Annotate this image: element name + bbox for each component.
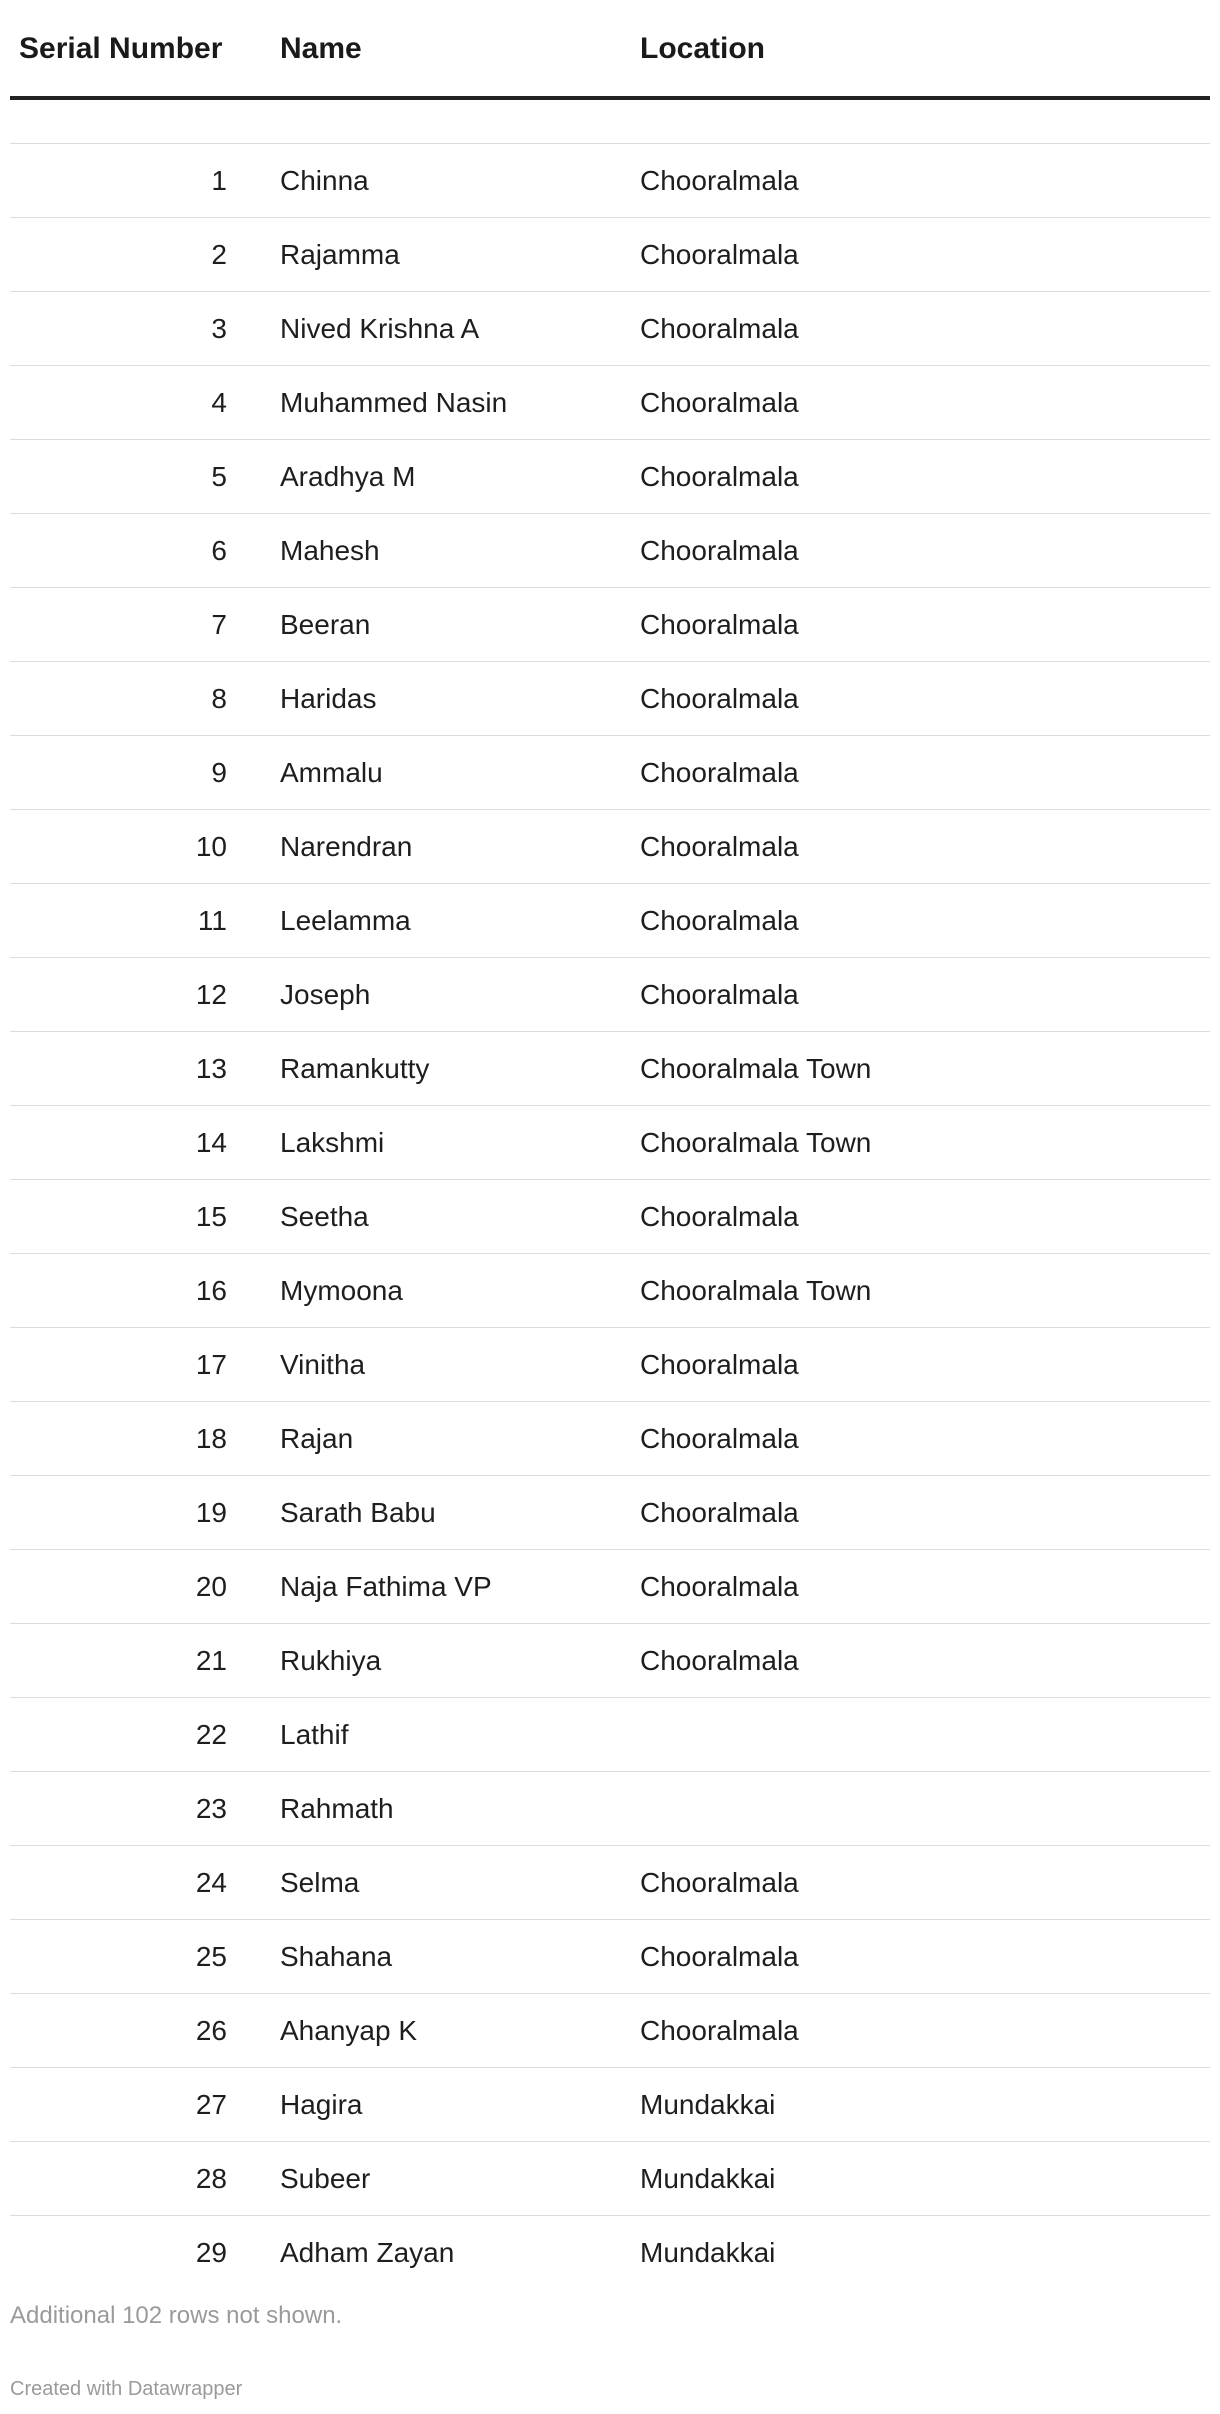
serial-number-cell: 20 [10,1550,236,1624]
location-cell: Chooralmala [590,1402,1210,1476]
name-cell: Beeran [236,588,590,662]
name-cell: Rajan [236,1402,590,1476]
location-cell [590,1772,1210,1846]
location-cell: Chooralmala [590,514,1210,588]
location-cell: Chooralmala [590,1846,1210,1920]
data-table [10,0,1210,2290]
table-row [10,1254,1210,1328]
serial-number-cell: 8 [10,662,236,736]
table-row [10,1476,1210,1550]
location-cell: Chooralmala [590,1180,1210,1254]
table-row [10,1994,1210,2068]
location-cell: Chooralmala [590,588,1210,662]
name-cell: Selma [236,1846,590,1920]
column-header-location[interactable]: Location [590,0,1210,98]
serial-number-cell: 4 [10,366,236,440]
name-cell: Lakshmi [236,1106,590,1180]
table-row [10,292,1210,366]
name-cell: Sarath Babu [236,1476,590,1550]
name-cell: Leelamma [236,884,590,958]
location-cell: Mundakkai [590,2068,1210,2142]
name-cell: Mahesh [236,514,590,588]
serial-number-cell: 5 [10,440,236,514]
serial-number-cell: 29 [195,2236,227,2268]
serial-number-cell: 3 [10,292,236,366]
serial-number-cell: 23 [10,1772,236,1846]
name-cell: Ramankutty [236,1032,590,1106]
name-cell: Naja Fathima VP [236,1550,590,1624]
name-cell: Rahmath [236,1772,590,1846]
location-cell: Chooralmala [590,1550,1210,1624]
location-cell: Chooralmala [590,1476,1210,1550]
header-spacer-cell [10,98,1210,144]
serial-number-cell: 25 [10,1920,236,1994]
location-cell: Chooralmala [590,810,1210,884]
location-cell: Chooralmala [590,884,1210,958]
table-row [10,1402,1210,1476]
location-cell: Chooralmala [590,144,1210,218]
serial-number-cell: 18 [10,1402,236,1476]
serial-number-cell: 19 [10,1476,236,1550]
location-cell: Chooralmala Town [590,1254,1210,1328]
location-cell: Chooralmala [590,1994,1210,2068]
serial-number-cell: 27 [10,2068,236,2142]
table-row [10,884,1210,958]
serial-number-cell: 24 [10,1846,236,1920]
serial-number-cell: 1 [10,144,236,218]
serial-number-cell: 7 [10,588,236,662]
table-row [10,1920,1210,1994]
serial-number-cell: 16 [10,1254,236,1328]
location-cell: Chooralmala [590,1328,1210,1402]
name-cell: Haridas [236,662,590,736]
header-spacer-row [10,98,1210,144]
column-header-name[interactable]: Name [236,0,590,98]
table-row [10,1328,1210,1402]
data-table-container [10,0,1210,2290]
serial-number-cell: 15 [10,1180,236,1254]
location-cell: Chooralmala [590,958,1210,1032]
name-cell: Adham Zayan [280,2236,455,2268]
table-row [10,1772,1210,1846]
table-row [10,1846,1210,1920]
location-cell: Chooralmala [590,366,1210,440]
table-row [10,810,1210,884]
name-cell: Narendran [236,810,590,884]
table-body [10,98,1210,2290]
serial-number-cell: 17 [10,1328,236,1402]
location-cell: Mundakkai [640,2236,776,2268]
location-cell: Chooralmala Town [590,1032,1210,1106]
table-row [10,1032,1210,1106]
table-row [10,588,1210,662]
name-cell: Joseph [236,958,590,1032]
table-row [10,1698,1210,1772]
name-cell: Rajamma [236,218,590,292]
table-row [10,2216,1210,2290]
location-cell: Chooralmala Town [590,1106,1210,1180]
serial-number-cell: 12 [10,958,236,1032]
serial-number-cell: 14 [10,1106,236,1180]
table-row [10,2068,1210,2142]
location-cell: Chooralmala [590,736,1210,810]
name-cell: Mymoona [236,1254,590,1328]
name-cell: Subeer [236,2142,590,2216]
table-row [10,958,1210,1032]
location-cell [590,1698,1210,1772]
location-cell: Chooralmala [590,440,1210,514]
datawrapper-credit: Created with Datawrapper [10,2378,243,2400]
serial-number-cell: 28 [10,2142,236,2216]
table-row [10,514,1210,588]
table-row [10,662,1210,736]
name-cell: Aradhya M [236,440,590,514]
name-cell: Vinitha [236,1328,590,1402]
table-notes: Additional 102 rows not shown. [10,2302,343,2329]
location-cell: Chooralmala [590,292,1210,366]
serial-number-cell: 26 [10,1994,236,2068]
serial-number-cell: 6 [10,514,236,588]
serial-number-cell: 10 [10,810,236,884]
name-cell: Nived Krishna A [236,292,590,366]
name-cell: Hagira [236,2068,590,2142]
table-row [10,1106,1210,1180]
location-cell: Chooralmala [590,1920,1210,1994]
table-row [10,366,1210,440]
name-cell: Seetha [236,1180,590,1254]
location-cell: Chooralmala [590,1624,1210,1698]
serial-number-cell: 2 [10,218,236,292]
name-cell: Ahanyap K [236,1994,590,2068]
serial-number-cell: 13 [10,1032,236,1106]
table-row [10,1624,1210,1698]
serial-number-cell: 21 [10,1624,236,1698]
serial-number-cell: 22 [10,1698,236,1772]
name-cell: Muhammed Nasin [236,366,590,440]
serial-number-cell: 9 [10,736,236,810]
table-row [10,440,1210,514]
table-row [10,144,1210,218]
location-cell: Chooralmala [590,662,1210,736]
table-row [10,2142,1210,2216]
name-cell: Shahana [236,1920,590,1994]
serial-number-cell: 11 [10,884,236,958]
name-cell: Lathif [236,1698,590,1772]
name-cell: Ammalu [236,736,590,810]
table-row [10,218,1210,292]
location-cell: Chooralmala [590,218,1210,292]
column-header-serial-number[interactable]: Serial Number [10,0,236,98]
name-cell: Chinna [236,144,590,218]
table-row [10,1550,1210,1624]
table-row [10,1180,1210,1254]
location-cell: Mundakkai [590,2142,1210,2216]
table-row [10,736,1210,810]
table-header-row [10,0,1210,98]
name-cell: Rukhiya [236,1624,590,1698]
